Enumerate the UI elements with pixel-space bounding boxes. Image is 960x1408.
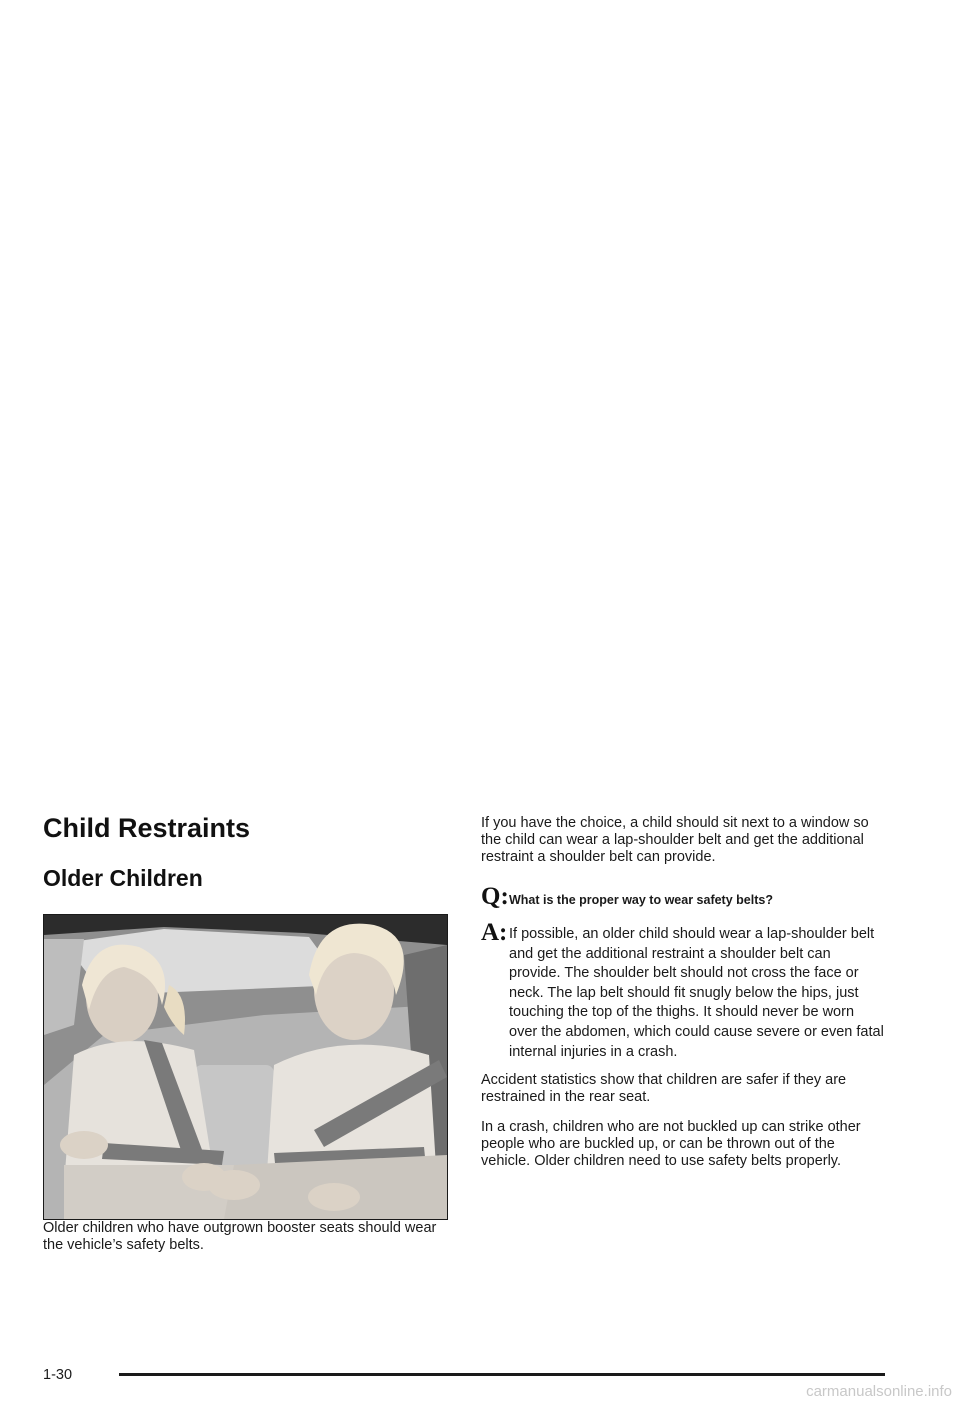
illustration-caption: Older children who have outgrown booster seats should wear the vehicle’s safety belts. bbox=[43, 1220, 437, 1253]
footer-rule bbox=[119, 1373, 885, 1376]
illustration-drawing bbox=[44, 915, 447, 1219]
answer-text: If possible, an older child should wear a lap-shoulder belt and get the additional restraint a shoulder belt can provide. The shoulder belt should not cross the face or neck. The lap belt should fit snugly below the hips, just touching the top of the thighs. It should never be worn over the abdomen, which could cause severe or even fatal internal injuries in a crash. bbox=[509, 926, 884, 1060]
answer-marker: A: bbox=[481, 919, 508, 946]
children-seatbelt-illustration bbox=[43, 914, 448, 1220]
question-marker: Q: bbox=[481, 883, 509, 910]
statistics-paragraph: Accident statistics show that children are safer if they are restrained in the rear seat. bbox=[481, 1072, 847, 1106]
page-number: 1-30 bbox=[43, 1367, 73, 1383]
intro-paragraph: If you have the choice, a child should sit next to a window so the child can wear a lap-shoulder belt and get the additional restraint a shoulder belt can provide. bbox=[481, 815, 869, 865]
watermark-text: carmanualsonline.info bbox=[806, 1383, 952, 1400]
question-text: What is the proper way to wear safety belts? bbox=[509, 893, 773, 907]
right-column bbox=[481, 815, 886, 1183]
answer-block bbox=[481, 919, 886, 1062]
subsection-title: Older Children bbox=[43, 865, 203, 891]
left-column bbox=[43, 812, 448, 1267]
section-title: Child Restraints bbox=[43, 813, 251, 843]
crash-paragraph: In a crash, children who are not buckled up can strike other people who are buckled up, or can be thrown out of the vehicle. Older children need to use safety belts properly. bbox=[481, 1119, 861, 1170]
question-block bbox=[481, 883, 886, 910]
